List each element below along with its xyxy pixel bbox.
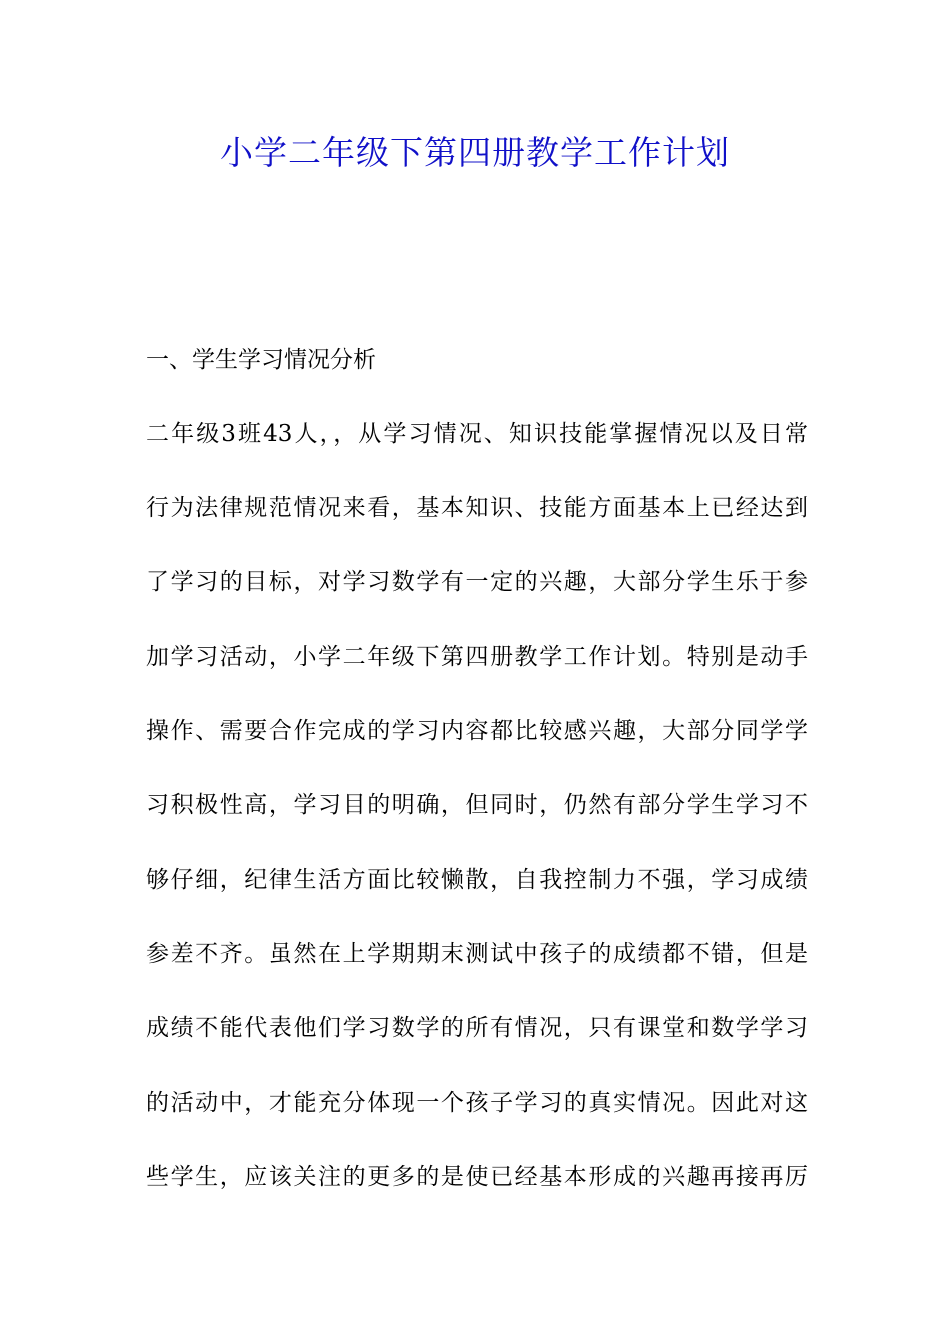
paragraph-line: 加学习活动，小学二年级下第四册教学工作计划。特别是动手 [146,644,808,670]
paragraph-line: 习积极性高，学习目的明确，但同时，仍然有部分学生学习不 [146,792,808,818]
paragraph-line: 操作、需要合作完成的学习内容都比较感兴趣，大部分同学学 [146,718,808,744]
paragraph-line: 够仔细，纪律生活方面比较懒散，自我控制力不强，学习成绩 [146,867,808,893]
paragraph-line: 些学生，应该关注的更多的是使已经基本形成的兴趣再接再厉 [146,1164,808,1190]
paragraph-line: 参差不齐。虽然在上学期期末测试中孩子的成绩都不错，但是 [146,941,808,967]
paragraph-line: 二年级3班43人，，从学习情况、知识技能掌握情况以及日常 [146,421,808,447]
paragraph-line: 的活动中，才能充分体现一个孩子学习的真实情况。因此对这 [146,1090,808,1116]
paragraph-line: 成绩不能代表他们学习数学的所有情况，只有课堂和数学学习 [146,1015,808,1041]
paragraph-line: 行为法律规范情况来看，基本知识、技能方面基本上已经达到 [146,495,808,521]
section-heading: 一、学生学习情况分析 [146,347,376,373]
paragraph-line: 了学习的目标，对学习数学有一定的兴趣，大部分学生乐于参 [146,569,808,595]
document-title: 小学二年级下第四册教学工作计划 [220,133,730,172]
